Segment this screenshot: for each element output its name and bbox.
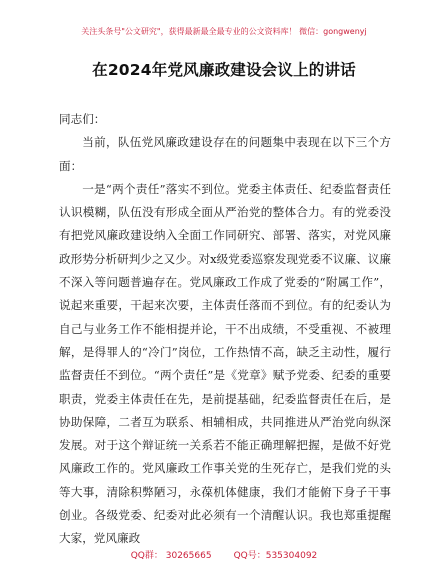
footer-contact (0, 548, 448, 561)
document-body (59, 108, 391, 551)
salutation: 同志们： (59, 112, 106, 126)
footer-qq-group: QQ群： 30265665 (130, 551, 212, 561)
header-promo-banner: 关注头条号"公文研究"，获得最新最全最专业的公文资料库！ 微信：gongwenyj (81, 27, 367, 36)
footer-qq-number: QQ号：535304092 (233, 551, 318, 561)
body-paragraph: 一是“两个责任”落实不到位。党委主体责任、纪委监督责任认识模糊，队伍没有形成全面从严治党的整体合力。有的党委没有把党风廉政建设纳入全面工作同研究、部署、落实，对党风廉政形势分析研判少之又少。对x级党委巡察发现党委不议廉、议廉不深入等问题普遍存在。党风廉政工作成了党委的“附属工作”，说起来重要，干起来次要，主体责任落而不到位。有的纪委认为自己与业务工作不能相提并论，干不出成绩，不受重视、不被理解，是得罪人的“冷门”岗位，工作热情不高，缺乏主动性，履行监督责任不到位。“两个责任”是《党章》赋予党委、纪委的重要职责，党委主体责任在先，是前提基础，纪委监督责任在后，是协助保障，二者互为联系、相辅相成，共同推进从严治党向纵深发展。对于这个辩证统一关系若不能正确理解把握，是做不好党风廉政工作的。党风廉政工作事关党的生死存亡，是我们党的头等大事，清除积弊陋习，永葆机体健康，我们才能俯下身子干事创业。各级党委、纪委对此必须有一个清醒认识。我也郑重提醒大家，党风廉政 (59, 181, 391, 546)
body-paragraph: 当前，队伍党风廉政建设存在的问题集中表现在以下三个方面： (59, 135, 391, 173)
document-title: 在2024年党风廉政建设会议上的讲话 (92, 61, 356, 79)
